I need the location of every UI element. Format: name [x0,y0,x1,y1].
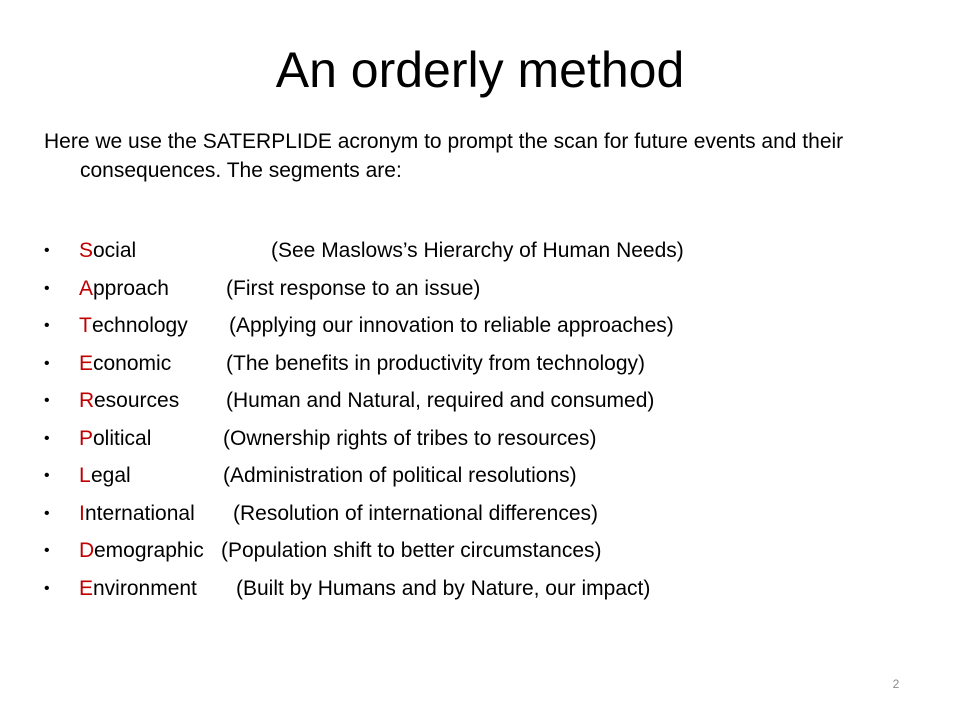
segment-name: esources [94,389,180,412]
segment-initial: I [79,501,85,525]
segment-initial: P [79,426,94,450]
segment-name: echnology [92,314,188,337]
segment-initial: E [79,576,94,600]
segment-name: nvironment [93,576,197,600]
list-item [44,461,924,499]
segment-name: emographic [94,539,204,562]
list-item [44,424,924,462]
segment-description: (First response to an issue) [226,276,481,300]
segment-name: conomic [93,351,172,375]
bullet-icon: • [44,579,50,597]
list-item [44,499,924,537]
segment-description: (Resolution of international differences) [233,501,598,525]
list-item [44,236,924,274]
list-item [44,536,924,574]
segment-name: ocial [93,239,137,262]
bullet-icon: • [44,504,50,522]
segment-initial: T [79,314,92,337]
bullet-icon: • [44,242,50,259]
bullet-icon: • [44,354,50,372]
list-item [44,349,924,387]
segment-initial: E [79,351,94,375]
segment-initial: R [79,389,95,412]
segment-description: (Population shift to better circumstances) [221,539,602,562]
segment-initial: A [79,276,94,300]
bullet-icon: • [44,467,50,484]
list-item [44,574,924,612]
segment-initial: L [79,464,91,487]
segment-description: (Human and Natural, required and consumed) [226,389,655,412]
intro-paragraph: Here we use the SATERPLIDE acronym to prompt the scan for future events and their consequences. The segments are: [44,130,844,182]
bullet-icon: • [44,279,50,297]
segment-description: (Administration of political resolutions) [223,464,577,487]
segment-description: (Applying our innovation to reliable approaches) [229,314,674,337]
segment-initial: S [79,239,94,262]
segment-name: nternational [85,501,195,525]
bullet-icon: • [44,429,50,447]
list-item [44,274,924,312]
segment-list [44,236,924,611]
segment-description: (The benefits in productivity from technology) [226,351,646,375]
list-item [44,386,924,424]
slide-title: An orderly method [275,42,685,98]
bullet-icon: • [44,317,50,334]
bullet-icon: • [44,542,50,559]
segment-name: olitical [93,426,152,450]
bullet-icon: • [44,392,50,409]
segment-name: pproach [93,276,169,300]
segment-description: (Built by Humans and by Nature, our impact) [236,576,651,600]
segment-name: egal [91,464,131,487]
list-item [44,311,924,349]
segment-description: (See Maslows’s Hierarchy of Human Needs) [271,239,684,262]
segment-description: (Ownership rights of tribes to resources) [223,426,597,450]
page-number: 2 [892,677,900,691]
segment-initial: D [79,539,95,562]
